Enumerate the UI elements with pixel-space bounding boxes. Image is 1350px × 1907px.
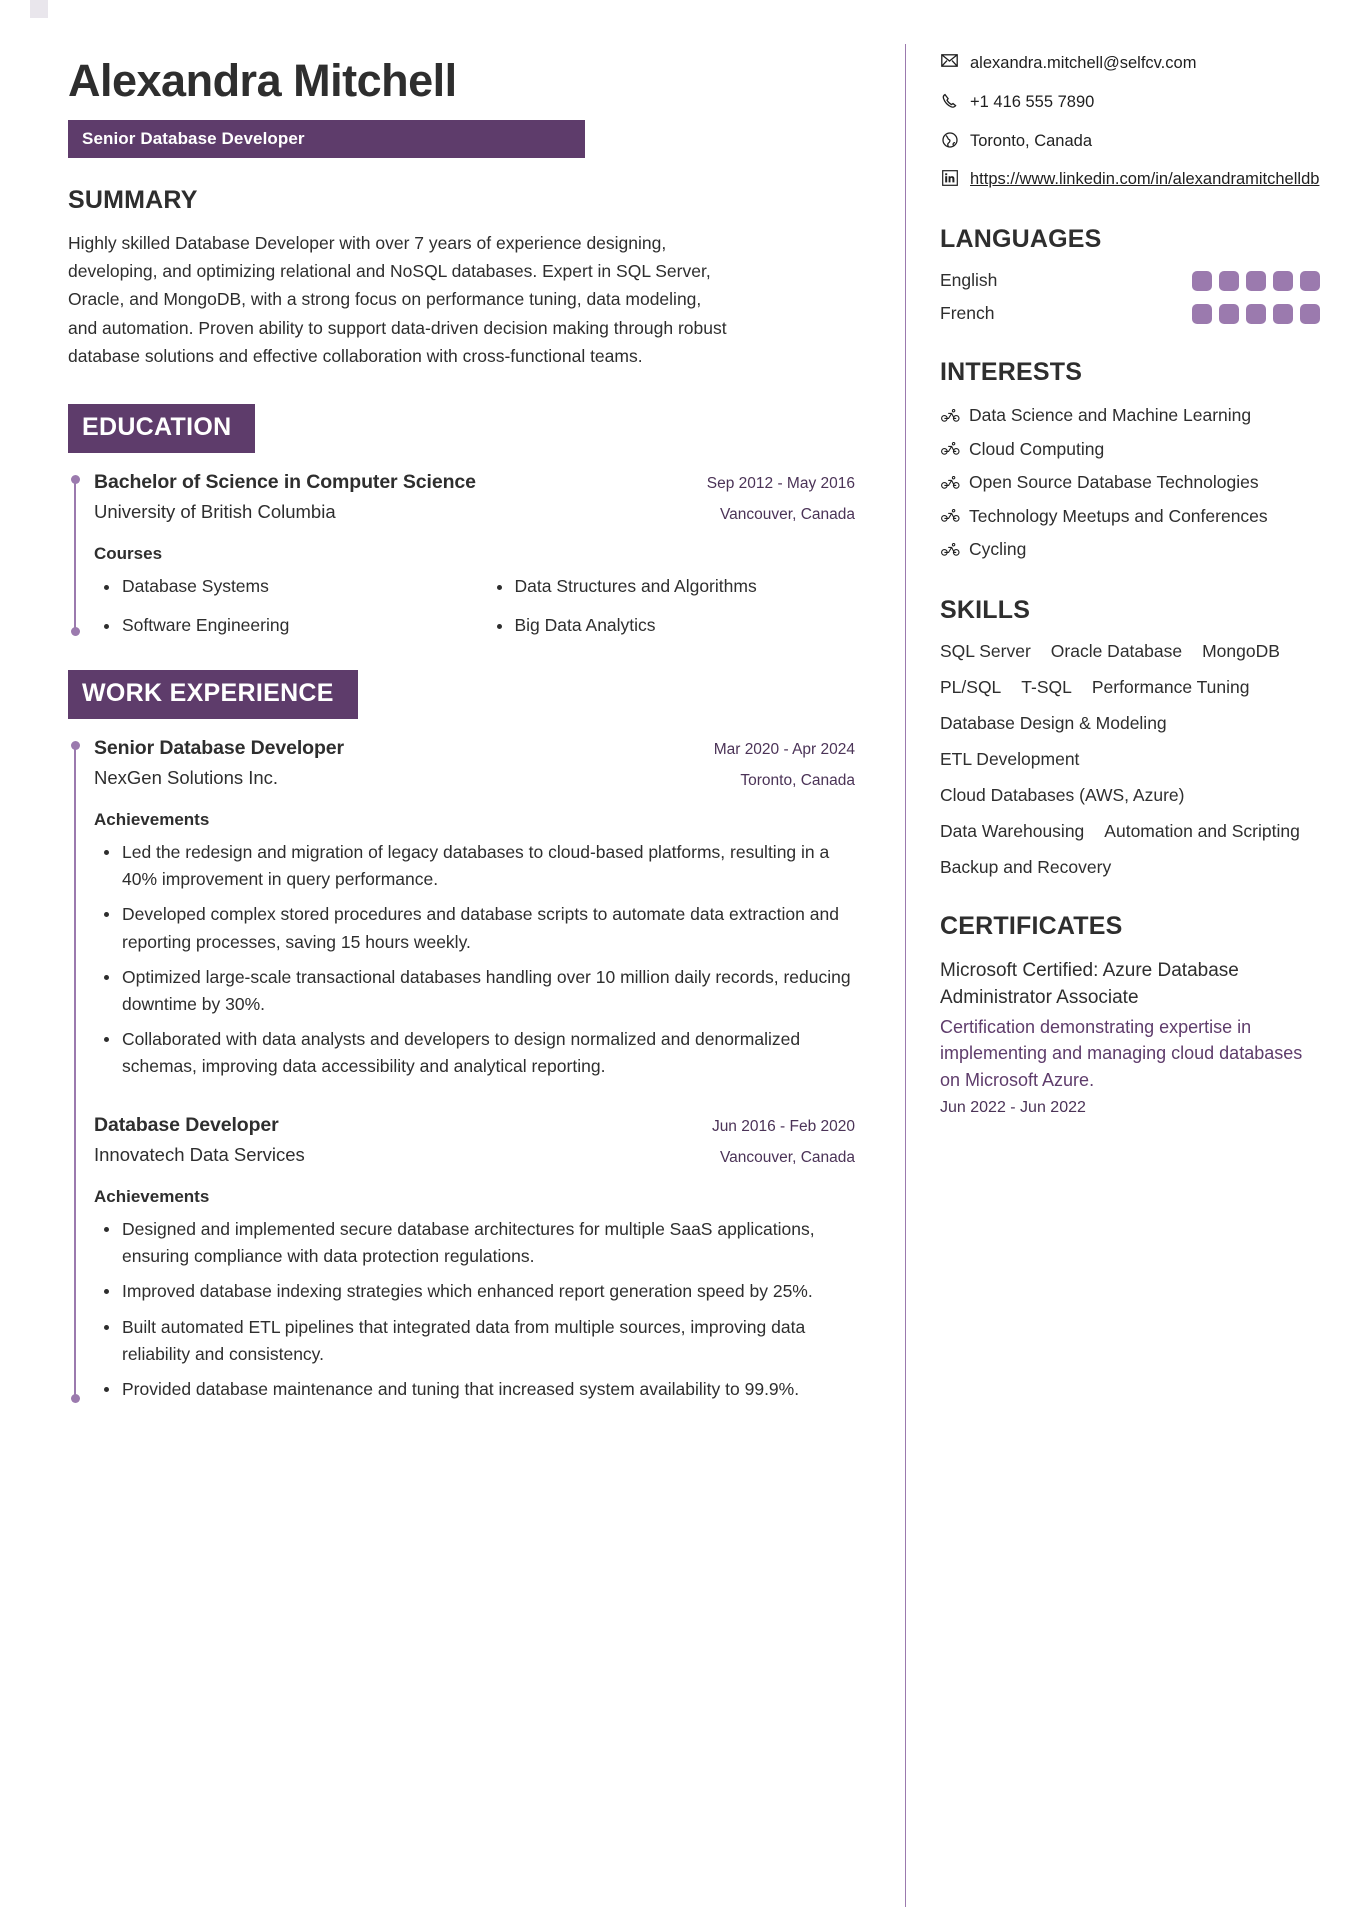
bicycle-icon: [940, 409, 960, 422]
level-dot: [1273, 271, 1293, 291]
interest-item: [940, 437, 1320, 462]
work-location: Vancouver, Canada: [719, 1149, 855, 1167]
skill-item: Automation and Scripting: [1104, 820, 1300, 841]
level-dot: [1246, 304, 1266, 324]
language-item: [940, 303, 1320, 324]
interest-item: [940, 537, 1320, 562]
education-date: Sep 2012 - May 2016: [706, 475, 855, 493]
achievement-item: Designed and implemented secure database architectures for multiple SaaS applications, ensuring compliance with data protection regulations.: [94, 1216, 855, 1270]
skill-item: Data Warehousing: [940, 820, 1085, 841]
language-item: [940, 270, 1320, 291]
level-dot: [1192, 271, 1212, 291]
skill-item: Cloud Databases (AWS, Azure): [940, 784, 1185, 805]
interest-label: Data Science and Machine Learning: [969, 405, 1252, 426]
work-entry: [94, 1114, 855, 1403]
candidate-job-title: Senior Database Developer: [68, 120, 585, 158]
language-name: French: [940, 303, 995, 324]
globe-icon: [940, 132, 959, 148]
skills-section-title: SKILLS: [940, 595, 1031, 624]
interest-item: [940, 470, 1320, 495]
work-entry-right: [698, 741, 855, 790]
summary-section-title: SUMMARY: [68, 185, 198, 214]
course-item: Big Data Analytics: [487, 615, 856, 636]
achievement-item: Developed complex stored procedures and database scripts to automate data extraction and reporting processes, saving 15 hours weekly.: [94, 901, 855, 955]
interests-section-title: INTERESTS: [940, 358, 1083, 387]
company-name: Innovatech Data Services: [94, 1144, 305, 1166]
work-entry-header: [94, 737, 855, 790]
main-column: [0, 44, 905, 1907]
certificate-name: Microsoft Certified: Azure Database Administrator Associate: [940, 959, 1239, 1009]
work-entry: [94, 737, 855, 1080]
contact-email-text[interactable]: alexandra.mitchell@selfcv.com: [970, 54, 1197, 72]
achievement-item: Led the redesign and migration of legacy databases to cloud-based platforms, resulting in a 40% improvement in query performance.: [94, 839, 855, 893]
achievement-item: Collaborated with data analysts and developers to design normalized and denormalized schemas, improving data accessibility and analytical reporting.: [94, 1026, 855, 1080]
education-location: Vancouver, Canada: [719, 506, 855, 524]
work-entry-left: [94, 737, 698, 789]
skill-item: Backup and Recovery: [940, 856, 1112, 877]
work-experience-section-title: WORK EXPERIENCE: [68, 670, 358, 719]
bicycle-icon: [940, 442, 960, 455]
interest-label: Technology Meetups and Conferences: [969, 505, 1268, 526]
achievement-item: Improved database indexing strategies which enhanced report generation speed by 25%.: [94, 1278, 855, 1305]
bicycle-icon: [940, 476, 960, 489]
work-entry-right: [696, 1118, 855, 1167]
level-dot: [1300, 304, 1320, 324]
school-name: University of British Columbia: [94, 501, 336, 523]
level-dot: [1219, 304, 1239, 324]
education-entry-right: [691, 475, 855, 524]
bicycle-icon: [940, 509, 960, 522]
contact-list: [940, 52, 1320, 191]
skill-item: Performance Tuning: [1091, 676, 1250, 697]
summary-text: Highly skilled Database Developer with over 7 years of experience designing, developing, and optimizing relational and NoSQL databases. Expert in SQL Server, Oracle, and MongoDB, with a strong focus on performance tuning, data modeling, and automation. Proven ability to support data-driven decision making through robust database solutions and effective collaboration with cross-functional teams.: [68, 232, 727, 366]
company-name: NexGen Solutions Inc.: [94, 767, 279, 789]
work-date: Mar 2020 - Apr 2024: [713, 741, 855, 759]
skill-item: Oracle Database: [1050, 640, 1183, 661]
candidate-name: Alexandra Mitchell: [68, 55, 457, 106]
skill-item: T-SQL: [1021, 676, 1072, 697]
skill-item: SQL Server: [940, 640, 1031, 661]
education-entry-left: [94, 471, 691, 523]
level-dot: [1219, 271, 1239, 291]
course-item: Software Engineering: [94, 615, 463, 636]
corner-decoration: [30, 0, 48, 18]
achievements-list: [94, 839, 855, 1080]
education-entry: [94, 471, 855, 636]
interest-item: [940, 403, 1320, 428]
achievement-item: Built automated ETL pipelines that integrated data from multiple sources, improving data reliability and consistency.: [94, 1314, 855, 1368]
education-section-title: EDUCATION: [68, 404, 255, 453]
contact-location-text: Toronto, Canada: [970, 131, 1093, 150]
contact-item-linkedin: [940, 168, 1320, 191]
linkedin-icon: [940, 170, 959, 186]
certificates-list: [940, 957, 1320, 1117]
certificates-section-title: CERTIFICATES: [940, 911, 1123, 940]
level-dot: [1192, 304, 1212, 324]
certificate-description: Certification demonstrating expertise in implementing and managing cloud databases on Microsoft Azure.: [940, 1016, 1303, 1090]
contact-item-location: [940, 130, 1320, 153]
work-date: Jun 2016 - Feb 2020: [711, 1118, 855, 1136]
sidebar-column: [905, 44, 1350, 1907]
courses-label: Courses: [94, 544, 163, 564]
skill-item: MongoDB: [1202, 640, 1280, 661]
work-entry-header: [94, 1114, 855, 1167]
languages-list: [940, 270, 1320, 324]
language-level-dots: [1192, 304, 1320, 324]
envelope-icon: [940, 54, 959, 67]
certificate-date: Jun 2022 - Jun 2022: [940, 1098, 1086, 1116]
language-level-dots: [1192, 271, 1320, 291]
interest-label: Cloud Computing: [969, 438, 1105, 459]
timeline-end-dot: [71, 627, 80, 636]
contact-linkedin-text[interactable]: https://www.linkedin.com/in/alexandramitchelldb: [970, 170, 1320, 189]
level-dot: [1300, 271, 1320, 291]
course-item: Database Systems: [94, 576, 463, 597]
contact-item-email: [940, 52, 1320, 75]
interest-label: Open Source Database Technologies: [969, 472, 1259, 493]
work-entry-left: [94, 1114, 696, 1166]
skills-list: [940, 641, 1320, 878]
education-entry-header: [94, 471, 855, 524]
timeline-end-dot: [71, 1394, 80, 1403]
level-dot: [1246, 271, 1266, 291]
work-location: Toronto, Canada: [740, 772, 855, 790]
certificate-item: [940, 957, 1320, 1117]
phone-icon: [940, 93, 959, 109]
achievement-item: Optimized large-scale transactional databases handling over 10 million daily records, reducing downtime by 30%.: [94, 964, 855, 1018]
course-item: Data Structures and Algorithms: [487, 576, 856, 597]
job-role: Database Developer: [94, 1114, 279, 1137]
interests-list: [940, 403, 1320, 562]
bicycle-icon: [940, 543, 960, 556]
degree-title: Bachelor of Science in Computer Science: [94, 471, 476, 494]
achievements-label: Achievements: [94, 1187, 210, 1207]
contact-phone-text[interactable]: +1 416 555 7890: [970, 92, 1095, 111]
contact-item-phone: [940, 91, 1320, 114]
level-dot: [1273, 304, 1293, 324]
courses-list: [94, 576, 855, 636]
languages-section-title: LANGUAGES: [940, 225, 1102, 254]
interest-item: [940, 504, 1320, 529]
achievements-list: [94, 1216, 855, 1403]
achievement-item: Provided database maintenance and tuning that increased system availability to 99.9%.: [94, 1376, 855, 1403]
job-role: Senior Database Developer: [94, 737, 345, 760]
achievements-label: Achievements: [94, 810, 210, 830]
skill-item: ETL Development: [940, 748, 1080, 769]
language-name: English: [940, 270, 998, 291]
skill-item: PL/SQL: [940, 676, 1002, 697]
education-timeline: [68, 471, 855, 636]
work-experience-timeline: [68, 737, 855, 1403]
skill-item: Database Design & Modeling: [940, 712, 1167, 733]
interest-label: Cycling: [969, 539, 1027, 560]
